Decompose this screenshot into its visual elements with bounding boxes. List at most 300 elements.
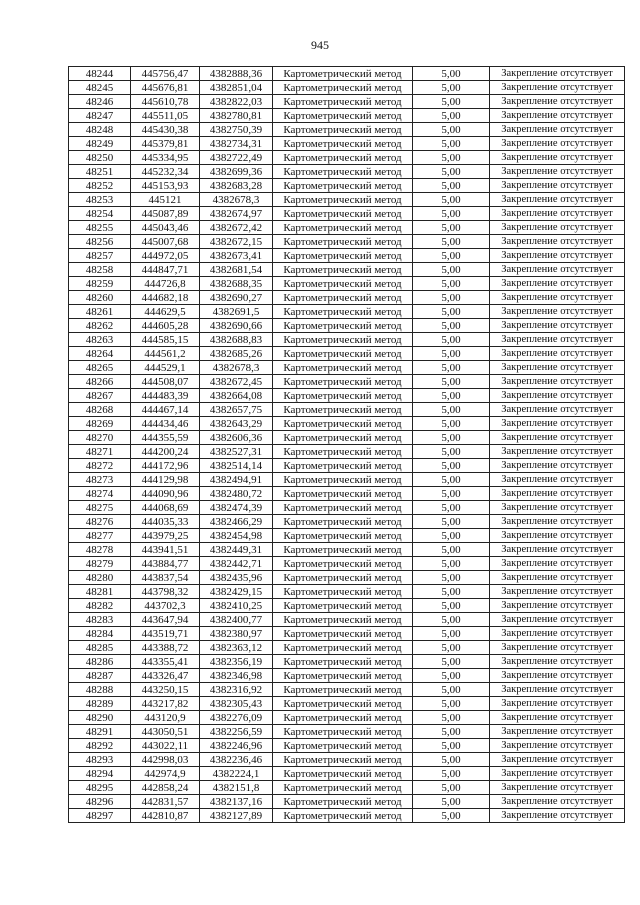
x-coordinate-cell: 445334,95 [131, 151, 200, 165]
fixation-cell: Закрепление отсутствует [490, 781, 625, 795]
fixation-cell: Закрепление отсутствует [490, 557, 625, 571]
x-coordinate-cell: 443884,77 [131, 557, 200, 571]
table-row [69, 767, 625, 781]
table-row [69, 417, 625, 431]
accuracy-cell: 5,00 [413, 809, 490, 823]
method-cell: Картометрический метод [273, 767, 413, 781]
y-coordinate-cell: 4382688,83 [200, 333, 273, 347]
accuracy-cell: 5,00 [413, 599, 490, 613]
method-cell: Картометрический метод [273, 529, 413, 543]
fixation-cell: Закрепление отсутствует [490, 529, 625, 543]
x-coordinate-cell: 445007,68 [131, 235, 200, 249]
accuracy-cell: 5,00 [413, 291, 490, 305]
point-number-cell: 48262 [69, 319, 131, 333]
accuracy-cell: 5,00 [413, 361, 490, 375]
point-number-cell: 48289 [69, 697, 131, 711]
x-coordinate-cell: 442831,57 [131, 795, 200, 809]
method-cell: Картометрический метод [273, 123, 413, 137]
y-coordinate-cell: 4382674,97 [200, 207, 273, 221]
y-coordinate-cell: 4382494,91 [200, 473, 273, 487]
fixation-cell: Закрепление отсутствует [490, 725, 625, 739]
point-number-cell: 48276 [69, 515, 131, 529]
point-number-cell: 48254 [69, 207, 131, 221]
table-row [69, 249, 625, 263]
x-coordinate-cell: 443355,41 [131, 655, 200, 669]
y-coordinate-cell: 4382690,27 [200, 291, 273, 305]
accuracy-cell: 5,00 [413, 249, 490, 263]
fixation-cell: Закрепление отсутствует [490, 277, 625, 291]
x-coordinate-cell: 445610,78 [131, 95, 200, 109]
accuracy-cell: 5,00 [413, 501, 490, 515]
y-coordinate-cell: 4382678,3 [200, 361, 273, 375]
table-row [69, 739, 625, 753]
point-number-cell: 48292 [69, 739, 131, 753]
method-cell: Картометрический метод [273, 473, 413, 487]
accuracy-cell: 5,00 [413, 389, 490, 403]
table-row [69, 347, 625, 361]
y-coordinate-cell: 4382442,71 [200, 557, 273, 571]
y-coordinate-cell: 4382672,15 [200, 235, 273, 249]
point-number-cell: 48269 [69, 417, 131, 431]
table-row [69, 627, 625, 641]
table-row [69, 151, 625, 165]
method-cell: Картометрический метод [273, 753, 413, 767]
fixation-cell: Закрепление отсутствует [490, 207, 625, 221]
table-row [69, 585, 625, 599]
point-number-cell: 48256 [69, 235, 131, 249]
fixation-cell: Закрепление отсутствует [490, 487, 625, 501]
fixation-cell: Закрепление отсутствует [490, 767, 625, 781]
fixation-cell: Закрепление отсутствует [490, 67, 625, 81]
point-number-cell: 48273 [69, 473, 131, 487]
y-coordinate-cell: 4382672,42 [200, 221, 273, 235]
y-coordinate-cell: 4382363,12 [200, 641, 273, 655]
table-row [69, 613, 625, 627]
point-number-cell: 48255 [69, 221, 131, 235]
x-coordinate-cell: 443979,25 [131, 529, 200, 543]
accuracy-cell: 5,00 [413, 781, 490, 795]
fixation-cell: Закрепление отсутствует [490, 403, 625, 417]
method-cell: Картометрический метод [273, 403, 413, 417]
table-row [69, 179, 625, 193]
point-number-cell: 48281 [69, 585, 131, 599]
fixation-cell: Закрепление отсутствует [490, 809, 625, 823]
method-cell: Картометрический метод [273, 249, 413, 263]
y-coordinate-cell: 4382466,29 [200, 515, 273, 529]
y-coordinate-cell: 4382380,97 [200, 627, 273, 641]
fixation-cell: Закрепление отсутствует [490, 627, 625, 641]
y-coordinate-cell: 4382734,31 [200, 137, 273, 151]
table-row [69, 277, 625, 291]
table-row [69, 263, 625, 277]
table-row [69, 473, 625, 487]
point-number-cell: 48287 [69, 669, 131, 683]
method-cell: Картометрический метод [273, 487, 413, 501]
x-coordinate-cell: 443702,3 [131, 599, 200, 613]
table-row [69, 781, 625, 795]
table-row [69, 109, 625, 123]
accuracy-cell: 5,00 [413, 235, 490, 249]
fixation-cell: Закрепление отсутствует [490, 515, 625, 529]
point-number-cell: 48284 [69, 627, 131, 641]
x-coordinate-cell: 444035,33 [131, 515, 200, 529]
method-cell: Картометрический метод [273, 263, 413, 277]
table-row [69, 235, 625, 249]
accuracy-cell: 5,00 [413, 459, 490, 473]
accuracy-cell: 5,00 [413, 641, 490, 655]
x-coordinate-cell: 444585,15 [131, 333, 200, 347]
accuracy-cell: 5,00 [413, 375, 490, 389]
table-row [69, 319, 625, 333]
x-coordinate-cell: 444605,28 [131, 319, 200, 333]
fixation-cell: Закрепление отсутствует [490, 459, 625, 473]
accuracy-cell: 5,00 [413, 179, 490, 193]
x-coordinate-cell: 443798,32 [131, 585, 200, 599]
x-coordinate-cell: 443647,94 [131, 613, 200, 627]
fixation-cell: Закрепление отсутствует [490, 739, 625, 753]
point-number-cell: 48288 [69, 683, 131, 697]
table-row [69, 515, 625, 529]
accuracy-cell: 5,00 [413, 655, 490, 669]
fixation-cell: Закрепление отсутствует [490, 291, 625, 305]
table-row [69, 137, 625, 151]
x-coordinate-cell: 442810,87 [131, 809, 200, 823]
x-coordinate-cell: 443250,15 [131, 683, 200, 697]
fixation-cell: Закрепление отсутствует [490, 263, 625, 277]
point-number-cell: 48265 [69, 361, 131, 375]
x-coordinate-cell: 445756,47 [131, 67, 200, 81]
accuracy-cell: 5,00 [413, 445, 490, 459]
accuracy-cell: 5,00 [413, 557, 490, 571]
fixation-cell: Закрепление отсутствует [490, 361, 625, 375]
method-cell: Картометрический метод [273, 599, 413, 613]
accuracy-cell: 5,00 [413, 543, 490, 557]
accuracy-cell: 5,00 [413, 151, 490, 165]
method-cell: Картометрический метод [273, 585, 413, 599]
y-coordinate-cell: 4382780,81 [200, 109, 273, 123]
point-number-cell: 48272 [69, 459, 131, 473]
method-cell: Картометрический метод [273, 627, 413, 641]
table-row [69, 389, 625, 403]
fixation-cell: Закрепление отсутствует [490, 641, 625, 655]
accuracy-cell: 5,00 [413, 795, 490, 809]
y-coordinate-cell: 4382514,14 [200, 459, 273, 473]
accuracy-cell: 5,00 [413, 473, 490, 487]
method-cell: Картометрический метод [273, 655, 413, 669]
method-cell: Картометрический метод [273, 725, 413, 739]
x-coordinate-cell: 443519,71 [131, 627, 200, 641]
table-row [69, 375, 625, 389]
point-number-cell: 48258 [69, 263, 131, 277]
method-cell: Картометрический метод [273, 375, 413, 389]
table-row [69, 725, 625, 739]
accuracy-cell: 5,00 [413, 207, 490, 221]
point-number-cell: 48266 [69, 375, 131, 389]
point-number-cell: 48263 [69, 333, 131, 347]
fixation-cell: Закрепление отсутствует [490, 501, 625, 515]
x-coordinate-cell: 444483,39 [131, 389, 200, 403]
x-coordinate-cell: 443326,47 [131, 669, 200, 683]
x-coordinate-cell: 445121 [131, 193, 200, 207]
fixation-cell: Закрепление отсутствует [490, 193, 625, 207]
x-coordinate-cell: 444972,05 [131, 249, 200, 263]
fixation-cell: Закрепление отсутствует [490, 473, 625, 487]
method-cell: Картометрический метод [273, 445, 413, 459]
point-number-cell: 48277 [69, 529, 131, 543]
y-coordinate-cell: 4382480,72 [200, 487, 273, 501]
point-number-cell: 48250 [69, 151, 131, 165]
fixation-cell: Закрепление отсутствует [490, 333, 625, 347]
x-coordinate-cell: 444090,96 [131, 487, 200, 501]
point-number-cell: 48271 [69, 445, 131, 459]
point-number-cell: 48290 [69, 711, 131, 725]
method-cell: Картометрический метод [273, 179, 413, 193]
y-coordinate-cell: 4382851,04 [200, 81, 273, 95]
point-number-cell: 48270 [69, 431, 131, 445]
y-coordinate-cell: 4382683,28 [200, 179, 273, 193]
table-row [69, 753, 625, 767]
accuracy-cell: 5,00 [413, 711, 490, 725]
y-coordinate-cell: 4382316,92 [200, 683, 273, 697]
accuracy-cell: 5,00 [413, 767, 490, 781]
point-number-cell: 48245 [69, 81, 131, 95]
fixation-cell: Закрепление отсутствует [490, 683, 625, 697]
table-row [69, 221, 625, 235]
table-row [69, 123, 625, 137]
accuracy-cell: 5,00 [413, 403, 490, 417]
method-cell: Картометрический метод [273, 333, 413, 347]
accuracy-cell: 5,00 [413, 263, 490, 277]
table-row [69, 641, 625, 655]
fixation-cell: Закрепление отсутствует [490, 305, 625, 319]
y-coordinate-cell: 4382722,49 [200, 151, 273, 165]
y-coordinate-cell: 4382643,29 [200, 417, 273, 431]
point-number-cell: 48275 [69, 501, 131, 515]
table-row [69, 697, 625, 711]
accuracy-cell: 5,00 [413, 67, 490, 81]
x-coordinate-cell: 444847,71 [131, 263, 200, 277]
x-coordinate-cell: 445153,93 [131, 179, 200, 193]
y-coordinate-cell: 4382236,46 [200, 753, 273, 767]
x-coordinate-cell: 442998,03 [131, 753, 200, 767]
point-number-cell: 48280 [69, 571, 131, 585]
accuracy-cell: 5,00 [413, 165, 490, 179]
fixation-cell: Закрепление отсутствует [490, 179, 625, 193]
method-cell: Картометрический метод [273, 95, 413, 109]
table-row [69, 501, 625, 515]
accuracy-cell: 5,00 [413, 431, 490, 445]
method-cell: Картометрический метод [273, 137, 413, 151]
y-coordinate-cell: 4382410,25 [200, 599, 273, 613]
method-cell: Картометрический метод [273, 613, 413, 627]
fixation-cell: Закрепление отсутствует [490, 417, 625, 431]
y-coordinate-cell: 4382822,03 [200, 95, 273, 109]
table-row [69, 711, 625, 725]
point-number-cell: 48267 [69, 389, 131, 403]
point-number-cell: 48261 [69, 305, 131, 319]
method-cell: Картометрический метод [273, 697, 413, 711]
fixation-cell: Закрепление отсутствует [490, 81, 625, 95]
method-cell: Картометрический метод [273, 431, 413, 445]
method-cell: Картометрический метод [273, 781, 413, 795]
accuracy-cell: 5,00 [413, 319, 490, 333]
method-cell: Картометрический метод [273, 277, 413, 291]
coordinates-table-body [69, 67, 625, 823]
table-row [69, 67, 625, 81]
y-coordinate-cell: 4382688,35 [200, 277, 273, 291]
table-row [69, 445, 625, 459]
accuracy-cell: 5,00 [413, 95, 490, 109]
method-cell: Картометрический метод [273, 207, 413, 221]
y-coordinate-cell: 4382356,19 [200, 655, 273, 669]
accuracy-cell: 5,00 [413, 333, 490, 347]
method-cell: Картометрический метод [273, 221, 413, 235]
table-row [69, 683, 625, 697]
x-coordinate-cell: 444172,96 [131, 459, 200, 473]
fixation-cell: Закрепление отсутствует [490, 585, 625, 599]
fixation-cell: Закрепление отсутствует [490, 109, 625, 123]
point-number-cell: 48257 [69, 249, 131, 263]
method-cell: Картометрический метод [273, 711, 413, 725]
accuracy-cell: 5,00 [413, 487, 490, 501]
method-cell: Картометрический метод [273, 809, 413, 823]
fixation-cell: Закрепление отсутствует [490, 571, 625, 585]
y-coordinate-cell: 4382691,5 [200, 305, 273, 319]
x-coordinate-cell: 445232,34 [131, 165, 200, 179]
fixation-cell: Закрепление отсутствует [490, 375, 625, 389]
y-coordinate-cell: 4382246,96 [200, 739, 273, 753]
method-cell: Картометрический метод [273, 669, 413, 683]
method-cell: Картометрический метод [273, 291, 413, 305]
page-number: 945 [311, 38, 329, 52]
table-row [69, 599, 625, 613]
x-coordinate-cell: 445676,81 [131, 81, 200, 95]
method-cell: Картометрический метод [273, 739, 413, 753]
point-number-cell: 48283 [69, 613, 131, 627]
y-coordinate-cell: 4382664,08 [200, 389, 273, 403]
x-coordinate-cell: 443388,72 [131, 641, 200, 655]
method-cell: Картометрический метод [273, 305, 413, 319]
y-coordinate-cell: 4382474,39 [200, 501, 273, 515]
table-row [69, 795, 625, 809]
accuracy-cell: 5,00 [413, 669, 490, 683]
accuracy-cell: 5,00 [413, 137, 490, 151]
table-row [69, 459, 625, 473]
y-coordinate-cell: 4382527,31 [200, 445, 273, 459]
table-row [69, 529, 625, 543]
method-cell: Картометрический метод [273, 571, 413, 585]
accuracy-cell: 5,00 [413, 585, 490, 599]
y-coordinate-cell: 4382673,41 [200, 249, 273, 263]
point-number-cell: 48251 [69, 165, 131, 179]
method-cell: Картометрический метод [273, 165, 413, 179]
method-cell: Картометрический метод [273, 417, 413, 431]
accuracy-cell: 5,00 [413, 123, 490, 137]
accuracy-cell: 5,00 [413, 277, 490, 291]
accuracy-cell: 5,00 [413, 697, 490, 711]
y-coordinate-cell: 4382606,36 [200, 431, 273, 445]
accuracy-cell: 5,00 [413, 613, 490, 627]
table-row [69, 361, 625, 375]
y-coordinate-cell: 4382151,8 [200, 781, 273, 795]
coordinates-table [68, 66, 625, 823]
y-coordinate-cell: 4382750,39 [200, 123, 273, 137]
point-number-cell: 48244 [69, 67, 131, 81]
accuracy-cell: 5,00 [413, 305, 490, 319]
method-cell: Картометрический метод [273, 81, 413, 95]
fixation-cell: Закрепление отсутствует [490, 319, 625, 333]
x-coordinate-cell: 444629,5 [131, 305, 200, 319]
point-number-cell: 48286 [69, 655, 131, 669]
x-coordinate-cell: 445087,89 [131, 207, 200, 221]
table-row [69, 333, 625, 347]
y-coordinate-cell: 4382137,16 [200, 795, 273, 809]
point-number-cell: 48253 [69, 193, 131, 207]
fixation-cell: Закрепление отсутствует [490, 235, 625, 249]
y-coordinate-cell: 4382449,31 [200, 543, 273, 557]
accuracy-cell: 5,00 [413, 109, 490, 123]
point-number-cell: 48264 [69, 347, 131, 361]
y-coordinate-cell: 4382127,89 [200, 809, 273, 823]
x-coordinate-cell: 444682,18 [131, 291, 200, 305]
y-coordinate-cell: 4382454,98 [200, 529, 273, 543]
x-coordinate-cell: 444200,24 [131, 445, 200, 459]
table-row [69, 165, 625, 179]
table-row [69, 655, 625, 669]
table-row [69, 207, 625, 221]
x-coordinate-cell: 445379,81 [131, 137, 200, 151]
y-coordinate-cell: 4382256,59 [200, 725, 273, 739]
accuracy-cell: 5,00 [413, 81, 490, 95]
table-row [69, 81, 625, 95]
x-coordinate-cell: 445043,46 [131, 221, 200, 235]
y-coordinate-cell: 4382305,43 [200, 697, 273, 711]
table-row [69, 543, 625, 557]
y-coordinate-cell: 4382690,66 [200, 319, 273, 333]
method-cell: Картометрический метод [273, 389, 413, 403]
point-number-cell: 48278 [69, 543, 131, 557]
point-number-cell: 48282 [69, 599, 131, 613]
point-number-cell: 48259 [69, 277, 131, 291]
x-coordinate-cell: 444129,98 [131, 473, 200, 487]
accuracy-cell: 5,00 [413, 739, 490, 753]
x-coordinate-cell: 445511,05 [131, 109, 200, 123]
table-row [69, 431, 625, 445]
point-number-cell: 48294 [69, 767, 131, 781]
method-cell: Картометрический метод [273, 501, 413, 515]
method-cell: Картометрический метод [273, 193, 413, 207]
method-cell: Картометрический метод [273, 515, 413, 529]
fixation-cell: Закрепление отсутствует [490, 389, 625, 403]
x-coordinate-cell: 444355,59 [131, 431, 200, 445]
y-coordinate-cell: 4382678,3 [200, 193, 273, 207]
x-coordinate-cell: 444561,2 [131, 347, 200, 361]
x-coordinate-cell: 443120,9 [131, 711, 200, 725]
accuracy-cell: 5,00 [413, 515, 490, 529]
point-number-cell: 48252 [69, 179, 131, 193]
y-coordinate-cell: 4382346,98 [200, 669, 273, 683]
method-cell: Картометрический метод [273, 109, 413, 123]
point-number-cell: 48296 [69, 795, 131, 809]
fixation-cell: Закрепление отсутствует [490, 431, 625, 445]
x-coordinate-cell: 444068,69 [131, 501, 200, 515]
point-number-cell: 48248 [69, 123, 131, 137]
y-coordinate-cell: 4382699,36 [200, 165, 273, 179]
method-cell: Картометрический метод [273, 641, 413, 655]
table-row [69, 95, 625, 109]
y-coordinate-cell: 4382435,96 [200, 571, 273, 585]
point-number-cell: 48297 [69, 809, 131, 823]
